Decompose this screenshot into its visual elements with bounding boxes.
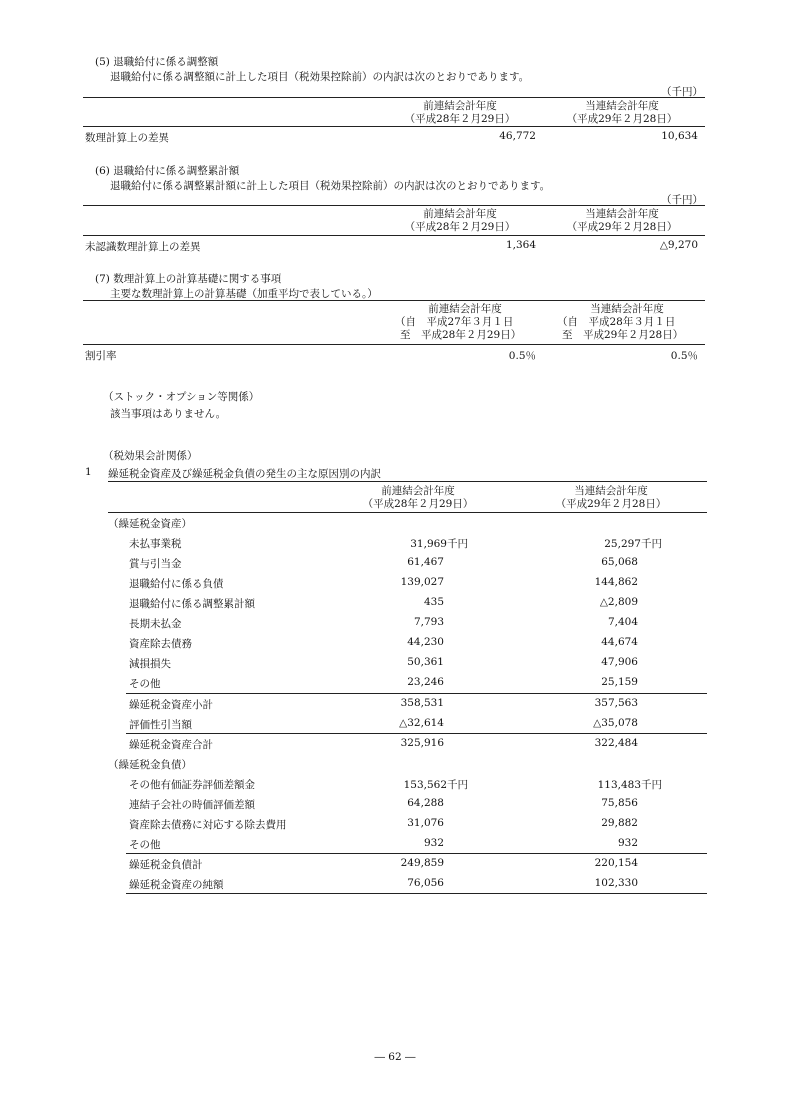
section7-rule-top	[83, 300, 705, 301]
tax-asset-prev: 23,246	[407, 676, 444, 688]
section7-col-curr: 当連結会計年度 （自 平成28年３月１日 至 平成29年２月28日）	[557, 303, 684, 341]
section5-rule-mid	[83, 126, 705, 127]
section6-intro: 退職給付に係る調整累計額に計上した項目（税効果控除前）の内訳は次のとおりであります。	[110, 180, 551, 192]
section5-row-label: 数理計算上の差異	[85, 132, 169, 144]
tax-liabilities-heading: （繰延税金負債）	[108, 759, 192, 771]
tax-assets-subtotal-label: 繰延税金資産小計	[129, 699, 213, 711]
tax-assets-heading: （繰延税金資産）	[108, 518, 192, 530]
tax-liability-label: 連結子会社の時価評価差額	[129, 799, 255, 811]
tax-net-label: 繰延税金資産の純額	[129, 879, 224, 891]
tax-net-curr: 102,330	[594, 877, 638, 889]
section5-heading: (5) 退職給付に係る調整額	[95, 56, 219, 68]
tax-liability-prev: 31,076	[407, 817, 444, 829]
section7-rule-mid	[83, 344, 705, 345]
tax-asset-prev: 139,027	[400, 576, 444, 588]
tax-assets-subtotal-prev: 358,531	[400, 697, 444, 709]
tax-liability-curr: 75,856	[601, 797, 638, 809]
tax-liability-label: その他	[129, 839, 161, 851]
tax-asset-prev: 50,361	[407, 656, 444, 668]
tax-asset-curr: 65,068	[601, 556, 638, 568]
section6-row-curr: △9,270	[659, 239, 698, 251]
section6-col-prev: 前連結会計年度 （平成28年２月29日）	[404, 208, 516, 233]
tax-liability-prev: 153,562千円	[403, 779, 468, 791]
tax-liability-curr: 113,483千円	[597, 779, 662, 791]
tax-valuation-prev: △32,614	[399, 717, 444, 729]
tax-liability-label: 資産除去債務に対応する除去費用	[129, 819, 287, 831]
tax-asset-label: 退職給付に係る負債	[129, 578, 224, 590]
section5-col-prev: 前連結会計年度 （平成28年２月29日）	[404, 100, 516, 125]
section5-intro: 退職給付に係る調整額に計上した項目（税効果控除前）の内訳は次のとおりであります。	[110, 71, 530, 83]
tax-asset-label: 賞与引当金	[129, 558, 182, 570]
tax-heading: （税効果会計関係）	[103, 450, 198, 462]
tax-rule-subtotal	[126, 693, 707, 694]
tax-asset-label: 長期未払金	[129, 618, 182, 630]
tax-item-number: 1	[85, 466, 92, 478]
section7-col-prev: 前連結会計年度 （自 平成27年３月１日 至 平成28年２月29日）	[395, 303, 522, 341]
tax-valuation-label: 評価性引当額	[129, 719, 192, 731]
tax-asset-label: 退職給付に係る調整累計額	[129, 598, 255, 610]
tax-net-prev: 76,056	[407, 877, 444, 889]
tax-liability-prev: 932	[423, 837, 444, 849]
section5-unit: （千円）	[661, 86, 703, 98]
tax-liability-curr: 932	[617, 837, 638, 849]
tax-asset-curr: 25,297千円	[604, 538, 662, 550]
section6-col-curr: 当連結会計年度 （平成29年２月28日）	[566, 208, 678, 233]
tax-asset-label: 未払事業税	[129, 538, 182, 550]
tax-asset-prev: 61,467	[407, 556, 444, 568]
section6-unit: （千円）	[661, 194, 703, 206]
stock-option-heading: （ストック・オプション等関係）	[103, 391, 260, 403]
tax-assets-total-prev: 325,916	[400, 737, 444, 749]
tax-asset-label: 資産除去債務	[129, 638, 192, 650]
section7-row-curr: 0.5％	[670, 350, 698, 362]
section5-row-prev: 46,772	[499, 130, 536, 142]
tax-liability-curr: 29,882	[601, 817, 638, 829]
tax-liabilities-total-curr: 220,154	[594, 857, 638, 869]
stock-option-text: 該当事項はありません。	[110, 408, 227, 420]
tax-valuation-curr: △35,078	[593, 717, 638, 729]
tax-col-curr: 当連結会計年度 （平成29年２月28日）	[555, 485, 667, 510]
tax-asset-curr: 7,404	[607, 616, 638, 628]
tax-asset-curr: 144,862	[594, 576, 638, 588]
tax-asset-label: 減損損失	[129, 658, 171, 670]
page-number: ― 62 ―	[374, 1051, 416, 1063]
tax-rule-top	[108, 481, 707, 482]
section7-heading: (7) 数理計算上の計算基礎に関する事項	[95, 273, 282, 285]
tax-assets-subtotal-curr: 357,563	[594, 697, 638, 709]
tax-asset-prev: 7,793	[413, 616, 444, 628]
section6-row-label: 未認識数理計算上の差異	[85, 241, 201, 253]
section7-intro: 主要な数理計算上の計算基礎（加重平均で表している。）	[110, 288, 378, 300]
tax-asset-curr: △2,809	[599, 596, 638, 608]
tax-asset-label: その他	[129, 678, 161, 690]
tax-asset-prev: 435	[423, 596, 444, 608]
section5-col-curr: 当連結会計年度 （平成29年２月28日）	[566, 100, 678, 125]
tax-liability-label: その他有価証券評価差額金	[129, 779, 255, 791]
tax-rule-header	[108, 512, 707, 513]
tax-asset-curr: 25,159	[601, 676, 638, 688]
tax-asset-curr: 47,906	[601, 656, 638, 668]
section6-rule-mid	[83, 235, 705, 236]
section5-rule-top	[83, 97, 705, 98]
section6-heading: (6) 退職給付に係る調整累計額	[95, 165, 240, 177]
tax-asset-prev: 31,969千円	[410, 538, 468, 550]
section5-row-curr: 10,634	[661, 130, 698, 142]
tax-rule-total	[126, 733, 707, 734]
section6-row-prev: 1,364	[505, 239, 536, 251]
section7-row-prev: 0.5％	[508, 350, 536, 362]
tax-col-prev: 前連結会計年度 （平成28年２月29日）	[362, 485, 474, 510]
tax-rule-bottom	[126, 893, 707, 894]
tax-rule-liab-total	[126, 853, 707, 854]
section6-rule-top	[83, 205, 705, 206]
section7-row-label: 割引率	[85, 350, 117, 362]
tax-liabilities-total-prev: 249,859	[400, 857, 444, 869]
tax-liability-prev: 64,288	[407, 797, 444, 809]
tax-asset-prev: 44,230	[407, 636, 444, 648]
tax-assets-total-curr: 322,484	[594, 737, 638, 749]
tax-item-title: 繰延税金資産及び繰延税金負債の発生の主な原因別の内訳	[108, 468, 381, 480]
tax-asset-curr: 44,674	[601, 636, 638, 648]
tax-liabilities-total-label: 繰延税金負債計	[129, 859, 203, 871]
tax-assets-total-label: 繰延税金資産合計	[129, 739, 213, 751]
